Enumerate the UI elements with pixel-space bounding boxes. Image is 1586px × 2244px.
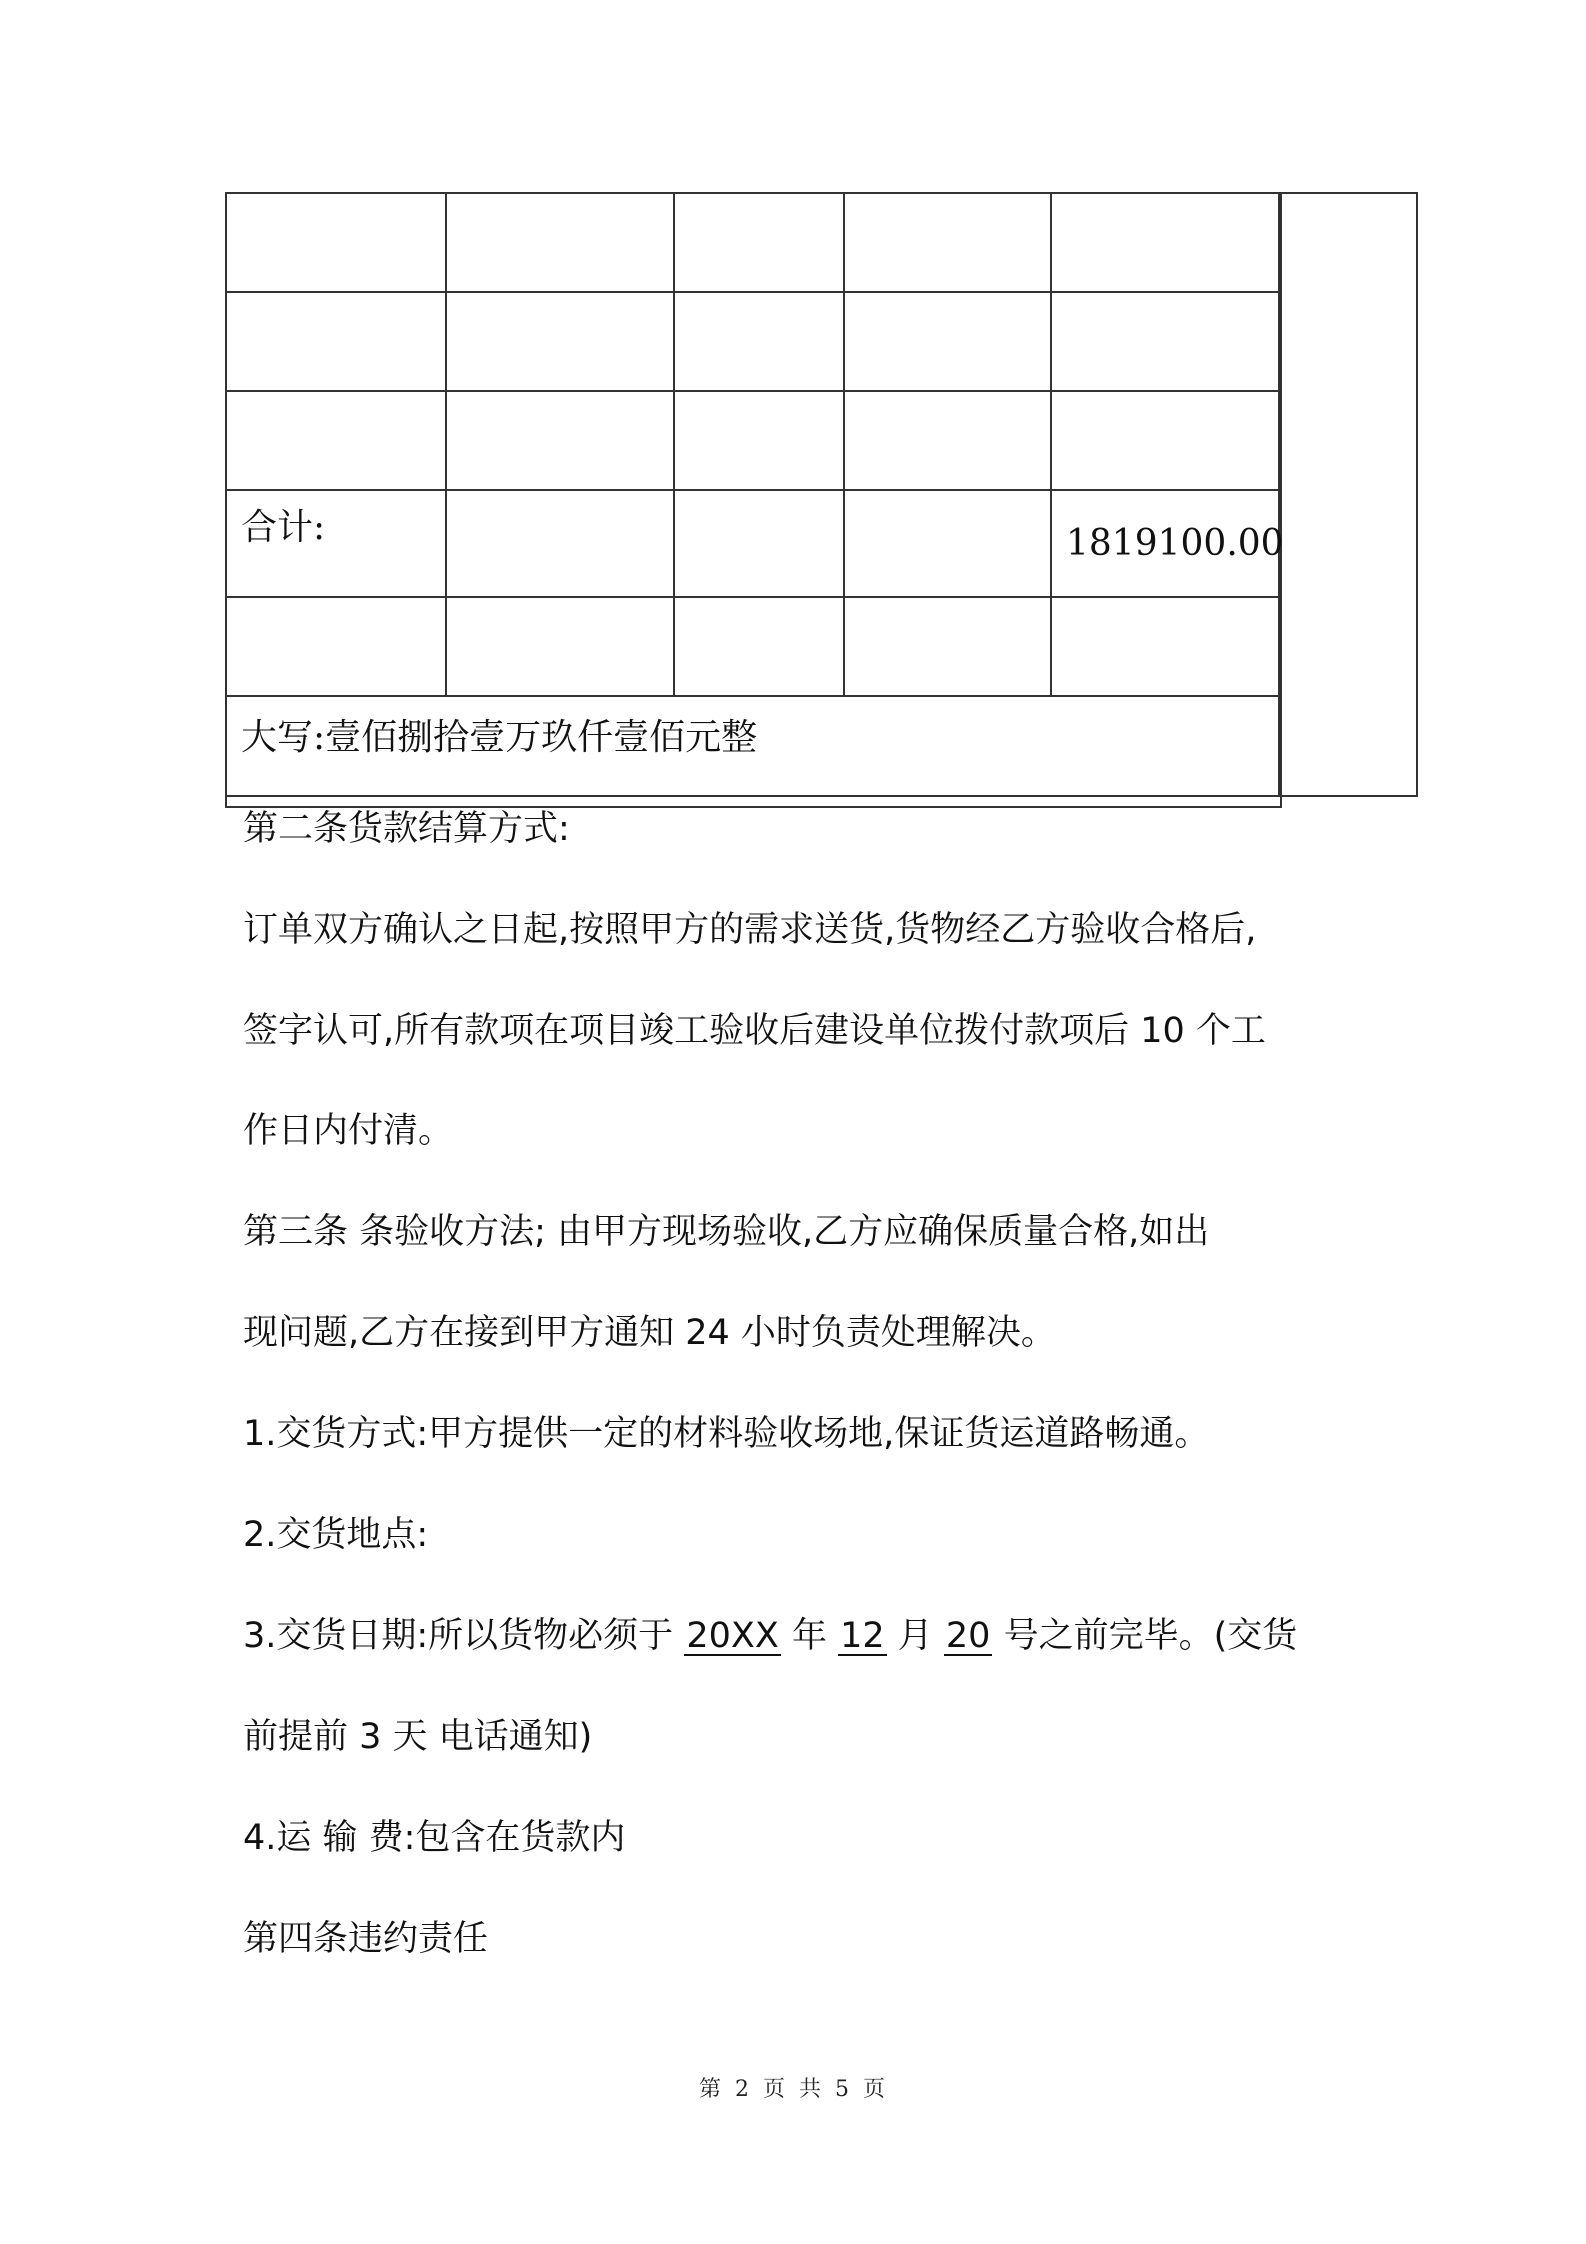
table-row-uppercase xyxy=(226,696,1281,807)
total-amount: 1819100.00 xyxy=(1051,490,1281,597)
article2-line-2: 签字认可,所有款项在项目竣工验收后建设单位拨付款项后 10 个工 xyxy=(243,1011,1266,1051)
footer-text: 共 xyxy=(799,2077,824,2102)
table-cell xyxy=(446,292,674,391)
table-row-total xyxy=(226,490,1281,597)
delivery-date xyxy=(243,1616,1298,1656)
table-row xyxy=(226,391,1281,490)
delivery-year-suffix: 年 xyxy=(780,1616,839,1656)
delivery-date-prefix: 3.交货日期:所以货物必须于 xyxy=(243,1616,685,1656)
delivery-day-suffix: 号之前完毕。(交货 xyxy=(992,1616,1298,1656)
total-label: 合计: xyxy=(226,490,446,597)
table-cell xyxy=(226,292,446,391)
delivery-place: 2.交货地点: xyxy=(243,1515,429,1555)
footer-text: 页 xyxy=(863,2077,888,2102)
delivery-method: 1.交货方式:甲方提供一定的材料验收场地,保证货运道路畅通。 xyxy=(243,1414,1210,1454)
article2-line-3: 作日内付清。 xyxy=(243,1111,454,1151)
table-row xyxy=(226,292,1281,391)
uppercase-amount: 大写:壹佰捌拾壹万玖仟壹佰元整 xyxy=(226,696,1281,807)
delivery-year: 20XX xyxy=(686,1616,779,1656)
footer-text: 页 xyxy=(762,2077,787,2102)
table-cell xyxy=(674,292,844,391)
table-cell xyxy=(674,597,844,696)
delivery-month-suffix: 月 xyxy=(886,1616,944,1656)
table-cell xyxy=(674,490,844,597)
table-cell xyxy=(844,292,1051,391)
footer-total-pages: 5 xyxy=(835,2077,852,2102)
table-cell xyxy=(446,490,674,597)
footer-text: 第 xyxy=(698,2077,723,2102)
article3-line-1: 第三条 条验收方法; 由甲方现场验收,乙方应确保质量合格,如出 xyxy=(243,1212,1210,1252)
table-cell xyxy=(1051,391,1281,490)
table-cell xyxy=(674,391,844,490)
table-cell xyxy=(226,193,446,292)
table-row xyxy=(226,597,1281,696)
table-cell xyxy=(674,193,844,292)
goods-table xyxy=(225,192,1418,797)
table-cell xyxy=(844,391,1051,490)
delivery-date-line-2: 前提前 3 天 电话通知) xyxy=(243,1717,593,1757)
table-cell xyxy=(844,193,1051,292)
table-cell xyxy=(844,597,1051,696)
delivery-day: 20 xyxy=(945,1616,991,1656)
footer-page-number: 2 xyxy=(734,2077,751,2102)
table-cell xyxy=(226,597,446,696)
table-cell xyxy=(844,490,1051,597)
table-cell xyxy=(226,391,446,490)
freight: 4.运 输 费:包含在货款内 xyxy=(243,1818,626,1858)
article2-heading: 第二条货款结算方式: xyxy=(243,809,570,849)
table-cell xyxy=(1051,193,1281,292)
article2-line-1: 订单双方确认之日起,按照甲方的需求送货,货物经乙方验收合格后, xyxy=(243,910,1257,950)
table-cell xyxy=(1051,292,1281,391)
goods-table-grid xyxy=(225,192,1282,808)
delivery-month: 12 xyxy=(840,1616,885,1656)
page-footer xyxy=(0,2072,1586,2103)
table-cell xyxy=(446,193,674,292)
table-cell xyxy=(446,597,674,696)
table-cell xyxy=(1051,597,1281,696)
table-row xyxy=(226,193,1281,292)
table-cell xyxy=(446,391,674,490)
article3-line-2: 现问题,乙方在接到甲方通知 24 小时负责处理解决。 xyxy=(243,1313,1056,1353)
article4-heading: 第四条违约责任 xyxy=(243,1919,489,1959)
